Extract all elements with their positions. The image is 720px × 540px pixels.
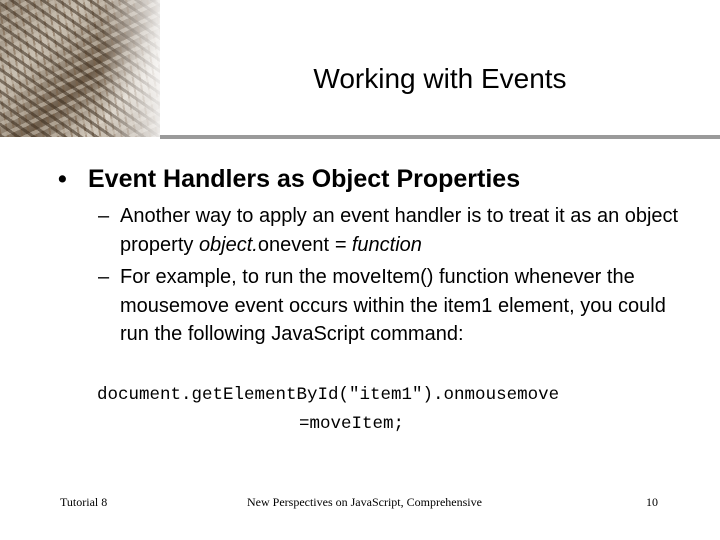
subpoint-text: For example, to run the moveItem() function whenever the mousemove event occurs within the item1 element, you could run the following JavaScript command: (120, 266, 666, 345)
header-divider (160, 135, 720, 139)
footer-book-title: New Perspectives on JavaScript, Comprehensive (247, 495, 482, 509)
slide-title: Working with Events (313, 63, 567, 94)
subpoint-onevent: onevent (257, 233, 330, 256)
code-line-1: document.getElementById("item1").onmousemove (97, 385, 560, 405)
header-logo-image (0, 0, 160, 137)
subpoint-1 (98, 202, 688, 259)
bullet-marker: • (58, 165, 67, 193)
subpoint-text (98, 202, 688, 259)
subpoint-italic-object: object. (198, 233, 258, 256)
bullet-text: Event Handlers as Object Properties (88, 165, 521, 193)
subpoint-2 (98, 263, 688, 349)
footer-tutorial: Tutorial 8 (60, 495, 108, 509)
main-bullet (58, 161, 520, 197)
subpoint-dash: – (98, 205, 110, 227)
subpoint-text-main: Another way to apply an event handler is to treat it as an object property (120, 205, 679, 256)
subpoint-italic-function: = function (329, 233, 422, 256)
code-line-2: =moveItem; (299, 414, 405, 434)
subpoint-dash: – (98, 266, 110, 288)
slide-header (0, 0, 720, 137)
footer-page-number: 10 (646, 495, 658, 509)
